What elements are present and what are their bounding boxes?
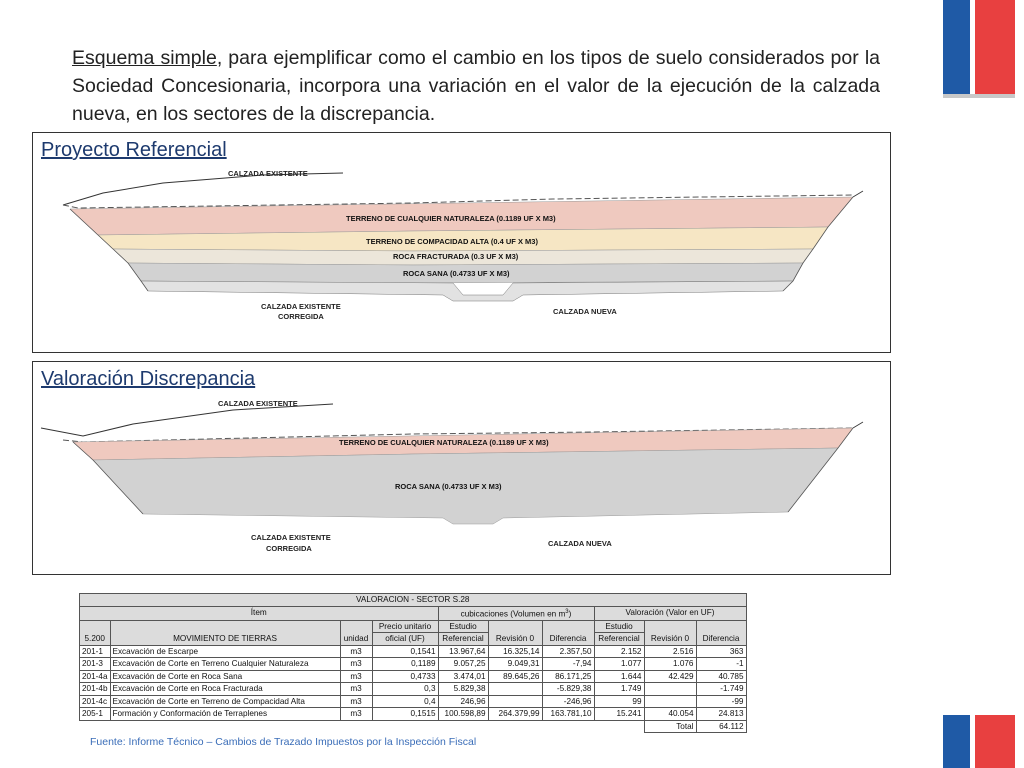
cell-vrev	[644, 695, 696, 708]
cell-dif: -5.829,38	[542, 683, 594, 696]
cell-price: 0,4733	[372, 670, 438, 683]
label-calzada-existente: CALZADA EXISTENTE	[228, 169, 308, 178]
table-title-row	[80, 594, 747, 607]
th-est-1: Estudio	[438, 620, 488, 633]
cell-vest: 2.152	[594, 645, 644, 658]
total-value: 64.112	[696, 720, 746, 733]
cell-unit: m3	[340, 658, 372, 671]
cell-vdif: 24.813	[696, 708, 746, 721]
intro-rest: , para ejemplificar como el cambio en los tipos de suelo considerados por la Sociedad Concesionaria, incorpora una variación en el valor de la ejecución de la calzada nueva, en los sectores de la discrepancia.	[72, 47, 880, 125]
label-layer-fracturada: ROCA FRACTURADA (0.3 UF X M3)	[393, 252, 519, 261]
cell-vdif: -1	[696, 658, 746, 671]
cell-price: 0,1541	[372, 645, 438, 658]
cell-code: 201-4b	[80, 683, 111, 696]
cell-est: 246,96	[438, 695, 488, 708]
cell-est: 3.474,01	[438, 670, 488, 683]
table-val-label: Valoración (Valor en UF)	[594, 606, 746, 620]
cell-rev: 89.645,26	[488, 670, 542, 683]
th-vdif: Diferencia	[696, 620, 746, 645]
label-calzada-nueva-2: CALZADA NUEVA	[548, 539, 612, 548]
label-layer-sana: ROCA SANA (0.4733 UF X M3)	[403, 269, 510, 278]
label-corregida-2b: CORREGIDA	[266, 544, 312, 553]
label-corregida-1b: CALZADA EXISTENTE	[251, 533, 331, 542]
cell-est: 5.829,38	[438, 683, 488, 696]
flag-logo-top	[943, 0, 1015, 98]
cell-rev	[488, 695, 542, 708]
cell-desc: Excavación de Escarpe	[110, 645, 340, 658]
cell-unit: m3	[340, 670, 372, 683]
table-row	[80, 645, 747, 658]
table-row	[80, 670, 747, 683]
cell-vdif: 363	[696, 645, 746, 658]
valoracion-table-wrap	[79, 593, 747, 733]
cross-section-referencial	[33, 133, 890, 352]
cell-code: 205-1	[80, 708, 111, 721]
panel-title-discrepancia: Valoración Discrepancia	[41, 368, 256, 390]
cell-desc: Excavación de Corte en Roca Sana	[110, 670, 340, 683]
cell-desc: Excavación de Corte en Terreno Cualquier Naturaleza	[110, 658, 340, 671]
cell-est: 13.967,64	[438, 645, 488, 658]
cell-vest: 15.241	[594, 708, 644, 721]
cell-vrev: 1.076	[644, 658, 696, 671]
cell-vest: 1.644	[594, 670, 644, 683]
label-corregida-1: CALZADA EXISTENTE	[261, 302, 341, 311]
cell-unit: m3	[340, 683, 372, 696]
cell-rev: 264.379,99	[488, 708, 542, 721]
table-header-row-1	[80, 620, 747, 633]
cell-vdif: -99	[696, 695, 746, 708]
cell-price: 0,1515	[372, 708, 438, 721]
label-corregida-2: CORREGIDA	[278, 312, 324, 321]
table-row	[80, 683, 747, 696]
source-caption: Fuente: Informe Técnico – Cambios de Trazado Impuestos por la Inspección Fiscal	[90, 736, 477, 748]
table-total-row	[80, 720, 747, 733]
th-vest-1: Estudio	[594, 620, 644, 633]
label-layer-sana-2: ROCA SANA (0.4733 UF X M3)	[395, 482, 502, 491]
cell-vrev	[644, 683, 696, 696]
cell-dif: 2.357,50	[542, 645, 594, 658]
cell-unit: m3	[340, 645, 372, 658]
panel-valoracion-discrepancia	[32, 361, 891, 575]
cell-code: 201-3	[80, 658, 111, 671]
cell-vest: 1.749	[594, 683, 644, 696]
cell-dif: 163.781,10	[542, 708, 594, 721]
panel-proyecto-referencial	[32, 132, 891, 353]
cell-est: 100.598,89	[438, 708, 488, 721]
table-cub-label: cubicaciones (Volumen en $m^3$)	[438, 606, 594, 620]
cell-vrev: 40.054	[644, 708, 696, 721]
cell-code: 201-4c	[80, 695, 111, 708]
table-row	[80, 658, 747, 671]
cell-desc: Excavación de Corte en Roca Fracturada	[110, 683, 340, 696]
cell-vrev: 42.429	[644, 670, 696, 683]
cell-rev: 9.049,31	[488, 658, 542, 671]
cell-vest: 1.077	[594, 658, 644, 671]
label-calzada-existente-2: CALZADA EXISTENTE	[218, 399, 298, 408]
cell-rev: 16.325,14	[488, 645, 542, 658]
cell-code: 201-1	[80, 645, 111, 658]
cell-price: 0,1189	[372, 658, 438, 671]
intro-text	[72, 44, 880, 128]
cell-vest: 99	[594, 695, 644, 708]
cell-code: 201-4a	[80, 670, 111, 683]
table-group-row	[80, 606, 747, 620]
cell-price: 0,3	[372, 683, 438, 696]
label-calzada-nueva: CALZADA NUEVA	[553, 307, 617, 316]
th-vrev: Revisión 0	[644, 620, 696, 645]
table-row	[80, 708, 747, 721]
cell-est: 9.057,25	[438, 658, 488, 671]
th-dif: Diferencia	[542, 620, 594, 645]
panel-title-referencial: Proyecto Referencial	[41, 139, 227, 161]
th-rev: Revisión 0	[488, 620, 542, 645]
cell-dif: 86.171,25	[542, 670, 594, 683]
table-item-label: Ítem	[80, 606, 439, 620]
cell-vdif: 40.785	[696, 670, 746, 683]
cell-dif: -7,94	[542, 658, 594, 671]
th-price-1: Precio unitario	[372, 620, 438, 633]
th-unit: unidad	[340, 620, 372, 645]
th-est-2: Referencial	[438, 633, 488, 646]
label-layer-cualquier: TERRENO DE CUALQUIER NATURALEZA (0.1189 UF X M3)	[346, 214, 556, 223]
label-layer-cualquier-2: TERRENO DE CUALQUIER NATURALEZA (0.1189 UF X M3)	[339, 438, 549, 447]
th-price-2: oficial (UF)	[372, 633, 438, 646]
th-vest-2: Referencial	[594, 633, 644, 646]
table-body	[80, 645, 747, 720]
flag-logo-bottom	[943, 715, 1015, 768]
intro-underlined: Esquema simple	[72, 47, 217, 69]
th-code: 5.200	[80, 620, 111, 645]
cell-unit: m3	[340, 695, 372, 708]
total-label: Total	[644, 720, 696, 733]
cell-desc: Formación y Conformación de Terraplenes	[110, 708, 340, 721]
valoracion-table	[79, 593, 747, 733]
label-layer-compacidad: TERRENO DE COMPACIDAD ALTA (0.4 UF X M3)	[366, 237, 538, 246]
cell-rev	[488, 683, 542, 696]
cell-vrev: 2.516	[644, 645, 696, 658]
table-row	[80, 695, 747, 708]
cross-section-discrepancia	[33, 362, 890, 574]
cell-dif: -246,96	[542, 695, 594, 708]
table-title: VALORACION - SECTOR S.28	[80, 594, 747, 607]
th-desc: MOVIMIENTO DE TIERRAS	[110, 620, 340, 645]
cell-price: 0,4	[372, 695, 438, 708]
cell-unit: m3	[340, 708, 372, 721]
cell-vdif: -1.749	[696, 683, 746, 696]
cell-desc: Excavación de Corte en Terreno de Compacidad Alta	[110, 695, 340, 708]
